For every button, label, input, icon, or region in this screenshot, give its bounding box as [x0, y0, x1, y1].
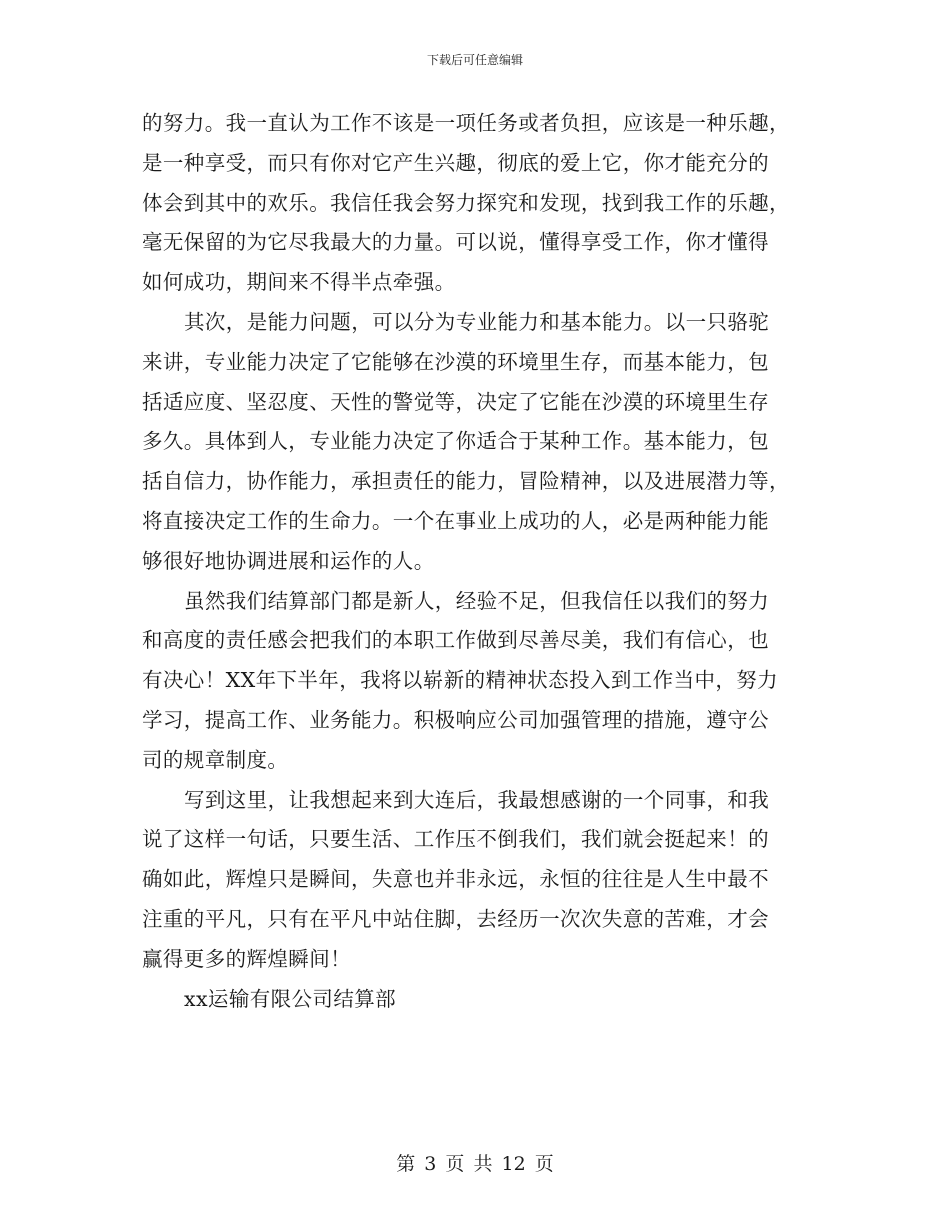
text-line: 将直接决定工作的生命力。一个在事业上成功的人，必是两种能力能: [142, 508, 769, 533]
text-line: 的努力。我一直认为工作不该是一项任务或者负担，应该是一种乐趣，: [142, 111, 790, 135]
text-line: 毫无保留的为它尽我最大的力量。可以说，懂得享受工作，你才懂得: [142, 230, 769, 255]
text-line: 如何成功，期间来不得半点牵强。: [142, 270, 456, 295]
paragraph-2: [142, 303, 808, 582]
text-line: 括适应度、坚忍度、天性的警觉等，决定了它能在沙漠的环境里生存: [142, 389, 769, 414]
document-body: [142, 104, 808, 1019]
text-line: 虽然我们结算部门都是新人，经验不足，但我信任以我们的努力: [184, 588, 770, 613]
text-line: 写到这里，让我想起来到大连后，我最想感谢的一个同事，和我: [184, 787, 770, 812]
page-header: 下载后可任意编辑: [426, 53, 523, 67]
signature-line: xx运输有限公司结算部: [184, 986, 397, 1011]
text-line: 说了这样一句话，只要生活、工作压不倒我们，我们就会挺起来！的: [142, 827, 769, 852]
paragraph-4: [142, 781, 808, 980]
text-line: 确如此，辉煌只是瞬间，失意也并非永远，永恒的往往是人生中最不: [142, 867, 769, 892]
text-line: 是一种享受，而只有你对它产生兴趣，彻底的爱上它，你才能充分的: [142, 150, 769, 175]
text-line: 有决心！XX年下半年，我将以崭新的精神状态投入到工作当中，努力: [142, 668, 779, 693]
text-line: 赢得更多的辉煌瞬间！: [142, 946, 351, 971]
text-line: 体会到其中的欢乐。我信任我会努力探究和发现，找到我工作的乐趣，: [142, 190, 790, 215]
text-line: 来讲，专业能力决定了它能够在沙漠的环境里生存，而基本能力，包: [142, 349, 769, 374]
page-number: 第 3 页 共 12 页: [396, 1153, 554, 1175]
text-line: 注重的平凡，只有在平凡中站住脚，去经历一次次失意的苦难，才会: [142, 906, 769, 931]
text-line: 学习，提高工作、业务能力。积极响应公司加强管理的措施，遵守公: [142, 707, 769, 732]
text-line: 括自信力，协作能力，承担责任的能力，冒险精神，以及进展潜力等，: [142, 469, 790, 494]
paragraph-3: [142, 582, 808, 781]
text-line: 司的规章制度。: [142, 747, 289, 772]
text-line: 其次，是能力问题，可以分为专业能力和基本能力。以一只骆驼: [184, 309, 770, 334]
paragraph-1: [142, 104, 808, 303]
text-line: 和高度的责任感会把我们的本职工作做到尽善尽美，我们有信心，也: [142, 628, 769, 653]
text-line: 多久。具体到人，专业能力决定了你适合于某种工作。基本能力，包: [142, 429, 769, 454]
signature: [142, 980, 808, 1020]
text-line: 够很好地协调进展和运作的人。: [142, 548, 435, 573]
